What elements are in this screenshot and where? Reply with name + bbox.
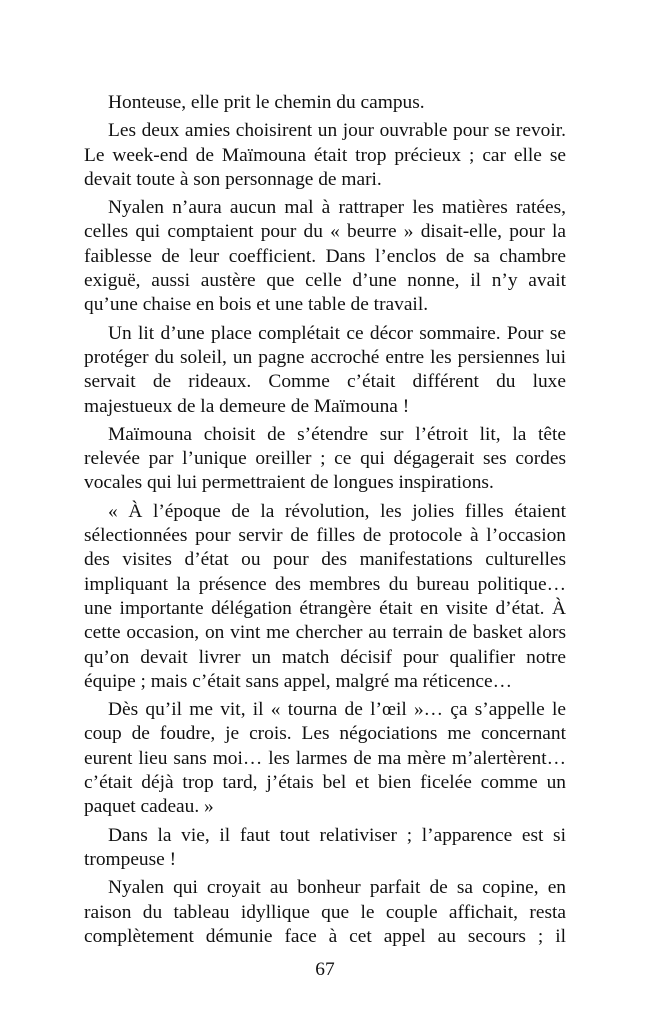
paragraph-4: Un lit d’une place complétait ce décor sommaire. Pour se protéger du soleil, un pagne accroché entre les persiennes lui servait de rideaux. Comme c’était différent du luxe majestueux de la demeure de Maïmouna ! [84, 322, 566, 417]
paragraph-7: Dès qu’il me vit, il « tourna de l’œil »… ça s’appelle le coup de foudre, je crois. Les négociations me concernant eurent lieu sans moi… les larmes de ma mère m’alertèrent… c’était déjà trop tard, j’étais bel et bien ficelée comme un paquet cadeau. » [84, 699, 566, 818]
paragraph-6: « À l’époque de la révolution, les jolies filles étaient sélectionnées pour servir de filles de protocole à l’occasion des visites d’état ou pour des manifestations culturelles impliquant la présence des membres du bureau politique… une importante délégation étrangère était en visite d’état. À cette occasion, on vint me chercher au terrain de basket alors qu’on devait livrer un match décisif pour qualifier notre équipe ; mais c’était sans appel, malgré ma réticence… [84, 500, 566, 692]
paragraph-3: Nyalen n’aura aucun mal à rattraper les matières ratées, celles qui comptaient pour du « beurre » disait-elle, pour la faiblesse de leur coefficient. Dans l’enclos de sa chambre exiguë, aussi austère que celle d’une nonne, il n’y avait qu’une chaise en bois et une table de travail. [84, 197, 566, 316]
paragraph-5: Maïmouna choisit de s’étendre sur l’étroit lit, la tête relevée par l’unique oreiller ; ce qui dégagerait ses cordes vocales qui lui permettraient de longues inspirations. [84, 423, 566, 494]
paragraph-8: Dans la vie, il faut tout relativiser ; l’apparence est si trompeuse ! [84, 824, 566, 870]
body-text [84, 91, 566, 953]
paragraph-1: Honteuse, elle prit le chemin du campus. [108, 92, 425, 113]
page-number: 67 [315, 959, 335, 980]
paragraph-2: Les deux amies choisirent un jour ouvrable pour se revoir. Le week-end de Maïmouna était trop précieux ; car elle se devait toute à son personnage de mari. [84, 120, 566, 190]
paragraph-9: Nyalen qui croyait au bonheur parfait de sa copine, en raison du tableau idyllique que le couple affichait, resta complètement démunie face à cet appel au secours ; il [84, 877, 566, 947]
